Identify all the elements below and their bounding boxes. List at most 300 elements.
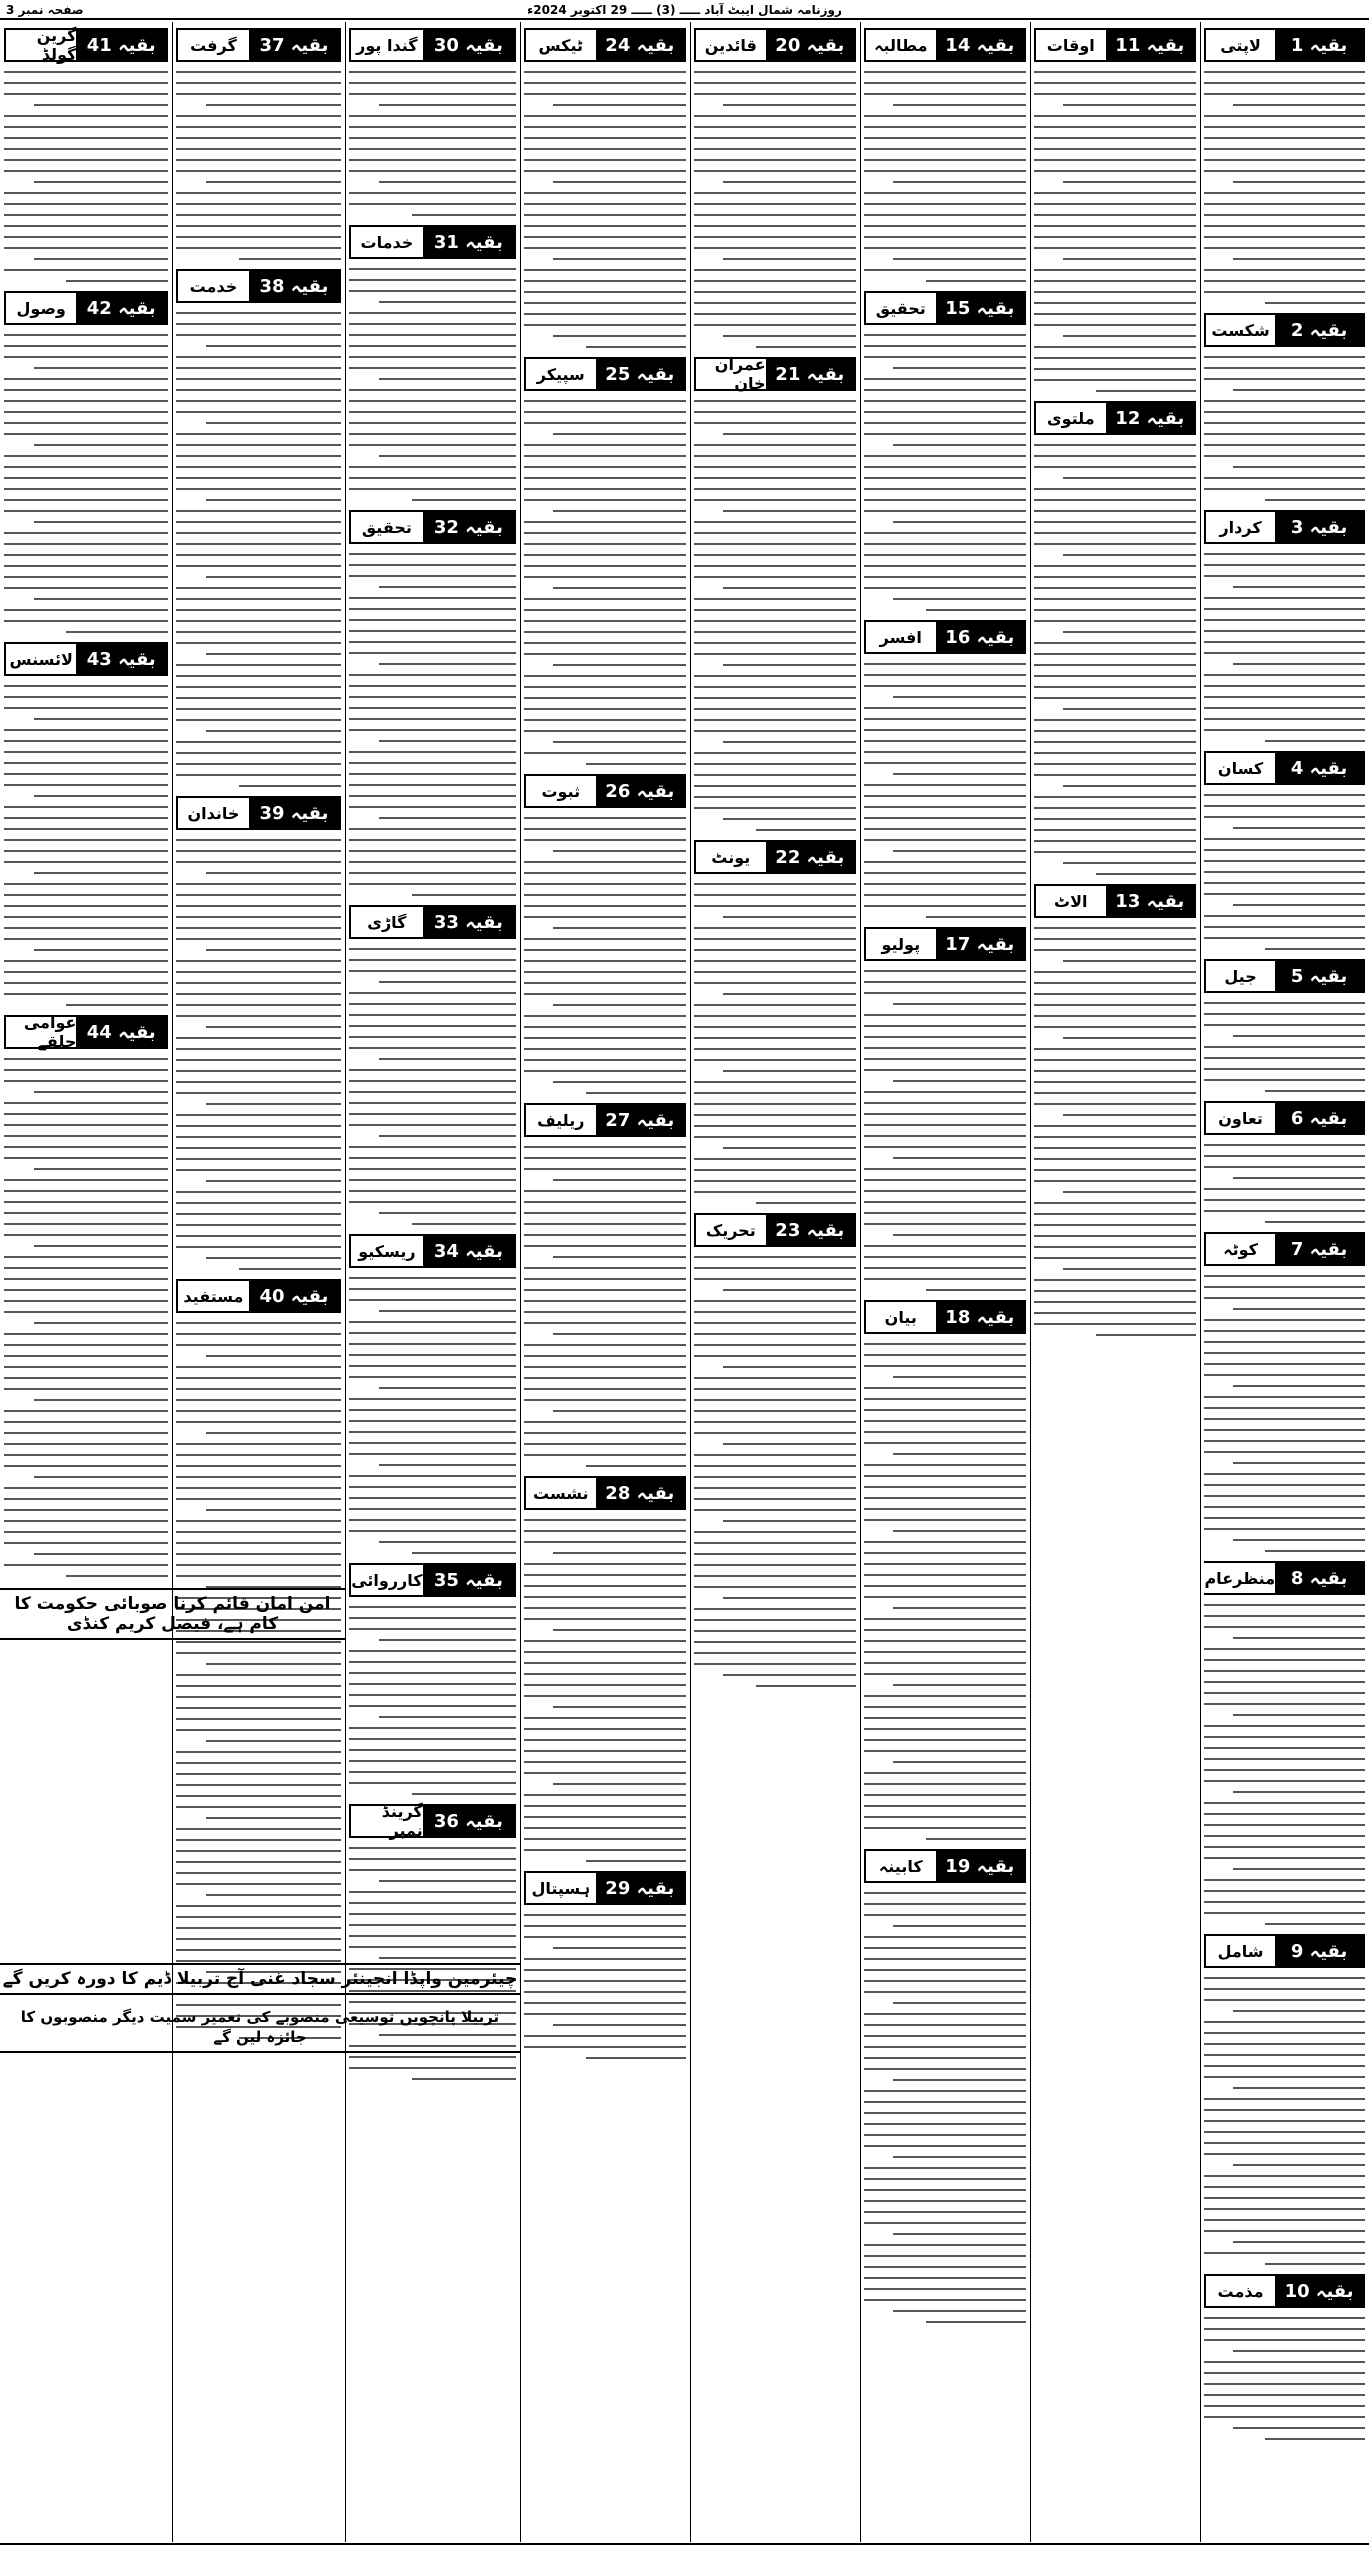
text-line xyxy=(4,345,168,347)
text-line xyxy=(864,1398,1026,1400)
text-line xyxy=(864,2046,1026,2048)
text-line xyxy=(1204,1999,1365,2001)
text-line xyxy=(349,1365,516,1367)
text-line xyxy=(1034,291,1196,293)
text-line xyxy=(1034,609,1196,611)
text-line xyxy=(694,400,856,402)
continuation-keyword: گاڑی xyxy=(351,907,423,937)
text-line xyxy=(349,1891,516,1893)
text-line xyxy=(524,1838,686,1840)
article-text xyxy=(1204,1604,1365,1925)
text-line xyxy=(4,1388,168,1390)
text-line xyxy=(1063,181,1196,183)
text-line xyxy=(349,575,516,577)
text-line xyxy=(1034,1125,1196,1127)
text-line xyxy=(349,1760,516,1762)
text-line xyxy=(1034,1224,1196,1226)
text-line xyxy=(893,1530,1026,1532)
text-line xyxy=(4,455,168,457)
text-line xyxy=(694,642,856,644)
text-line xyxy=(349,806,516,808)
text-line xyxy=(34,1476,168,1478)
text-line xyxy=(1204,1352,1365,1354)
text-line xyxy=(694,807,856,809)
column-6 xyxy=(345,22,520,2542)
text-line xyxy=(66,1575,168,1577)
text-line xyxy=(4,729,168,731)
text-line xyxy=(34,872,168,874)
text-line xyxy=(864,1091,1026,1093)
continuation-number: بقیہ 38 xyxy=(249,271,339,301)
text-line xyxy=(864,2145,1026,2147)
text-line xyxy=(1034,807,1196,809)
text-line xyxy=(864,488,1026,490)
text-line xyxy=(864,784,1026,786)
text-line xyxy=(893,1376,1026,1378)
text-line xyxy=(864,2101,1026,2103)
text-line xyxy=(524,214,686,216)
text-line xyxy=(176,93,341,95)
text-line xyxy=(349,696,516,698)
text-line xyxy=(1204,1769,1365,1771)
text-line xyxy=(1233,2241,1365,2243)
text-line xyxy=(1204,1528,1365,1530)
text-line xyxy=(1265,2438,1365,2440)
text-line xyxy=(864,1036,1026,1038)
text-line xyxy=(176,1147,341,1149)
text-line xyxy=(379,663,516,665)
continuation-header xyxy=(349,905,516,939)
text-line xyxy=(1265,1090,1365,1092)
text-line xyxy=(349,959,516,961)
text-line xyxy=(864,2167,1026,2169)
text-line xyxy=(694,1081,856,1083)
continuation-header xyxy=(349,1234,516,1268)
continuation-keyword: کابینہ xyxy=(866,1851,936,1881)
text-line xyxy=(694,982,856,984)
text-line xyxy=(1034,1081,1196,1083)
text-line xyxy=(176,1729,341,1731)
text-line xyxy=(864,433,1026,435)
footer-rule xyxy=(0,2543,1369,2545)
text-line xyxy=(1233,258,1365,260)
text-line xyxy=(1063,104,1196,106)
text-line xyxy=(1204,115,1365,117)
text-line xyxy=(694,1015,856,1017)
text-line xyxy=(1204,1758,1365,1760)
text-line xyxy=(524,1728,686,1730)
article-text xyxy=(524,1519,686,1862)
text-line xyxy=(694,225,856,227)
text-line xyxy=(1034,1323,1196,1325)
text-line xyxy=(1034,664,1196,666)
text-line xyxy=(176,1564,341,1566)
text-line xyxy=(349,1508,516,1510)
continuation-header xyxy=(1034,28,1196,62)
text-line xyxy=(723,1366,856,1368)
continuation-keyword: ثبوت xyxy=(526,776,596,806)
text-line xyxy=(694,554,856,556)
headline-kundi: امن امان قائم کرنا صوبائی حکومت کا کام ہے، فیصل کریم کنڈی xyxy=(0,1588,345,1640)
text-line xyxy=(694,1344,856,1346)
text-line xyxy=(524,872,686,874)
text-line xyxy=(1204,1013,1365,1015)
text-line xyxy=(176,532,341,534)
text-line xyxy=(1034,686,1196,688)
text-line xyxy=(1034,1048,1196,1050)
text-line xyxy=(524,1070,686,1072)
text-line xyxy=(524,2002,686,2004)
text-line xyxy=(349,1606,516,1608)
text-line xyxy=(4,389,168,391)
text-line xyxy=(1233,663,1365,665)
text-line xyxy=(176,214,341,216)
text-line xyxy=(864,565,1026,567)
text-line xyxy=(176,1388,341,1390)
text-line xyxy=(864,1541,1026,1543)
text-line xyxy=(694,291,856,293)
text-line xyxy=(206,1817,341,1819)
text-line xyxy=(239,1268,341,1270)
text-line xyxy=(864,1816,1026,1818)
continuation-keyword: کردار xyxy=(1206,512,1275,542)
text-line xyxy=(1204,148,1365,150)
text-line xyxy=(349,729,516,731)
continuation-keyword: ملتوی xyxy=(1036,403,1106,433)
article-text xyxy=(694,400,856,831)
text-line xyxy=(176,1246,341,1248)
text-line xyxy=(524,477,686,479)
article-text xyxy=(1204,71,1365,304)
text-line xyxy=(864,455,1026,457)
continuation-header xyxy=(4,1015,168,1049)
text-line xyxy=(893,1684,1026,1686)
text-line xyxy=(864,1190,1026,1192)
text-line xyxy=(864,214,1026,216)
continuation-number: بقیہ 6 xyxy=(1275,1103,1363,1133)
text-line xyxy=(694,938,856,940)
text-line xyxy=(864,861,1026,863)
article-text xyxy=(1034,927,1196,1336)
text-line xyxy=(1204,488,1365,490)
text-line xyxy=(723,1289,856,1291)
text-line xyxy=(1204,291,1365,293)
text-line xyxy=(1204,1024,1365,1026)
article-text xyxy=(4,1058,168,1577)
text-line xyxy=(176,1531,341,1533)
article-text xyxy=(694,71,856,348)
text-line xyxy=(524,1146,686,1148)
continuation-header xyxy=(524,357,686,391)
text-line xyxy=(553,104,686,106)
text-line xyxy=(1204,2153,1365,2155)
text-line xyxy=(34,949,168,951)
continuation-header xyxy=(524,28,686,62)
text-line xyxy=(553,850,686,852)
text-line xyxy=(176,1762,341,1764)
text-line xyxy=(176,960,341,962)
text-line xyxy=(4,1113,168,1115)
continuation-number: بقیہ 4 xyxy=(1275,753,1363,783)
text-line xyxy=(34,521,168,523)
continuation-header xyxy=(864,1300,1026,1334)
text-line xyxy=(586,763,686,765)
continuation-keyword: تحقیق xyxy=(866,293,936,323)
text-line xyxy=(864,2024,1026,2026)
text-line xyxy=(524,686,686,688)
text-line xyxy=(34,444,168,446)
text-line xyxy=(524,324,686,326)
text-line xyxy=(206,1663,341,1665)
text-line xyxy=(176,971,341,973)
text-line xyxy=(176,1487,341,1489)
text-line xyxy=(1034,653,1196,655)
continuation-keyword: ریسکیو xyxy=(351,1236,423,1266)
text-line xyxy=(864,1662,1026,1664)
continuation-number: بقیہ 17 xyxy=(936,929,1024,959)
text-line xyxy=(1034,379,1196,381)
text-line xyxy=(864,2222,1026,2224)
text-line xyxy=(694,115,856,117)
text-line xyxy=(864,894,1026,896)
text-line xyxy=(864,2255,1026,2257)
text-line xyxy=(864,1124,1026,1126)
text-line xyxy=(1204,2372,1365,2374)
text-line xyxy=(864,817,1026,819)
text-line xyxy=(524,828,686,830)
text-line xyxy=(864,532,1026,534)
text-line xyxy=(4,565,168,567)
article-text xyxy=(1204,794,1365,950)
text-line xyxy=(1034,148,1196,150)
text-line xyxy=(893,696,1026,698)
text-line xyxy=(1034,927,1196,929)
article-text xyxy=(864,1343,1026,1840)
text-line xyxy=(864,970,1026,972)
text-line xyxy=(524,697,686,699)
text-line xyxy=(524,1695,686,1697)
text-line xyxy=(1034,829,1196,831)
text-line xyxy=(864,2189,1026,2191)
text-line xyxy=(864,2178,1026,2180)
text-line xyxy=(694,1487,856,1489)
text-line xyxy=(1233,1791,1365,1793)
continuation-keyword: اوقات xyxy=(1036,30,1106,60)
continuation-number: بقیہ 3 xyxy=(1275,512,1363,542)
text-line xyxy=(1063,631,1196,633)
text-line xyxy=(1204,1363,1365,1365)
text-line xyxy=(553,1004,686,1006)
text-line xyxy=(893,1157,1026,1159)
text-line xyxy=(4,422,168,424)
text-line xyxy=(864,729,1026,731)
text-line xyxy=(1034,115,1196,117)
text-line xyxy=(349,312,516,314)
continuation-header xyxy=(176,1279,341,1313)
text-line xyxy=(1204,1648,1365,1650)
text-line xyxy=(176,1927,341,1929)
text-line xyxy=(349,1332,516,1334)
text-line xyxy=(349,422,516,424)
text-line xyxy=(864,1892,1026,1894)
text-line xyxy=(1204,1846,1365,1848)
text-line xyxy=(176,148,341,150)
text-line xyxy=(1204,2142,1365,2144)
text-line xyxy=(1034,543,1196,545)
text-line xyxy=(176,1443,341,1445)
text-line xyxy=(176,938,341,940)
text-line xyxy=(864,981,1026,983)
text-line xyxy=(66,280,168,282)
text-line xyxy=(524,1037,686,1039)
text-line xyxy=(524,1805,686,1807)
continuation-number: بقیہ 35 xyxy=(423,1565,514,1595)
text-line xyxy=(864,2266,1026,2268)
text-line xyxy=(349,1113,516,1115)
text-line xyxy=(1204,1747,1365,1749)
text-line xyxy=(4,773,168,775)
text-line xyxy=(1034,1257,1196,1259)
continuation-number: بقیہ 14 xyxy=(936,30,1024,60)
text-line xyxy=(1204,2065,1365,2067)
text-line xyxy=(694,422,856,424)
continuation-keyword: ہسپتال xyxy=(526,1873,596,1903)
text-line xyxy=(176,1092,341,1094)
text-line xyxy=(176,1872,341,1874)
text-line xyxy=(1034,971,1196,973)
text-line xyxy=(349,1869,516,1871)
text-line xyxy=(893,598,1026,600)
text-line xyxy=(1204,1199,1365,1201)
text-line xyxy=(524,576,686,578)
text-line xyxy=(524,203,686,205)
text-line xyxy=(1204,816,1365,818)
text-line xyxy=(756,1202,856,1204)
text-line xyxy=(694,1421,856,1423)
text-line xyxy=(1233,1308,1365,1310)
continuation-number: بقیہ 40 xyxy=(249,1281,339,1311)
text-line xyxy=(893,1925,1026,1927)
text-line xyxy=(4,71,168,73)
text-line xyxy=(694,971,856,973)
text-line xyxy=(176,927,341,929)
text-line xyxy=(1204,915,1365,917)
text-line xyxy=(176,192,341,194)
text-line xyxy=(586,1465,686,1467)
continuation-number: بقیہ 21 xyxy=(766,359,854,389)
continuation-header xyxy=(1204,28,1365,62)
text-line xyxy=(4,1498,168,1500)
text-line xyxy=(1204,367,1365,369)
text-line xyxy=(4,740,168,742)
text-line xyxy=(694,1103,856,1105)
text-line xyxy=(206,1432,341,1434)
text-line xyxy=(694,532,856,534)
text-line xyxy=(349,1157,516,1159)
text-line xyxy=(864,1991,1026,1993)
text-line xyxy=(349,1782,516,1784)
text-line xyxy=(864,1717,1026,1719)
text-line xyxy=(524,1662,686,1664)
text-line xyxy=(176,1773,341,1775)
text-line xyxy=(586,1092,686,1094)
text-line xyxy=(864,2200,1026,2202)
text-line xyxy=(4,1135,168,1137)
text-line xyxy=(694,1377,856,1379)
continuation-header xyxy=(1204,1101,1365,1135)
continuation-number: بقیہ 30 xyxy=(423,30,514,60)
text-line xyxy=(524,1245,686,1247)
text-line xyxy=(379,378,516,380)
text-line xyxy=(1204,1330,1365,1332)
text-line xyxy=(864,334,1026,336)
text-line xyxy=(1034,1312,1196,1314)
text-line xyxy=(349,1354,516,1356)
text-line xyxy=(864,2035,1026,2037)
text-line xyxy=(694,1586,856,1588)
text-line xyxy=(176,1015,341,1017)
text-line xyxy=(524,1026,686,1028)
text-line xyxy=(379,1387,516,1389)
text-line xyxy=(1204,1286,1365,1288)
text-line xyxy=(553,1783,686,1785)
text-line xyxy=(694,1026,856,1028)
text-line xyxy=(349,334,516,336)
text-line xyxy=(1034,642,1196,644)
text-line xyxy=(1063,785,1196,787)
text-line xyxy=(4,762,168,764)
text-line xyxy=(1204,455,1365,457)
text-line xyxy=(524,1969,686,1971)
text-line xyxy=(864,1706,1026,1708)
text-line xyxy=(206,422,341,424)
text-line xyxy=(1204,1857,1365,1859)
continuation-header xyxy=(1204,2274,1365,2308)
text-line xyxy=(694,730,856,732)
text-line xyxy=(176,642,341,644)
continuation-keyword: الاٹ xyxy=(1036,886,1106,916)
text-line xyxy=(412,1223,516,1225)
text-line xyxy=(379,301,516,303)
text-line xyxy=(694,883,856,885)
text-line xyxy=(864,839,1026,841)
text-line xyxy=(34,1245,168,1247)
text-line xyxy=(524,1377,686,1379)
text-line xyxy=(864,82,1026,84)
text-line xyxy=(864,1903,1026,1905)
text-line xyxy=(864,1179,1026,1181)
text-line xyxy=(1233,1385,1365,1387)
text-line xyxy=(864,1750,1026,1752)
text-line xyxy=(864,1794,1026,1796)
text-line xyxy=(864,1651,1026,1653)
text-line xyxy=(176,1136,341,1138)
text-line xyxy=(4,905,168,907)
continuation-header xyxy=(4,28,168,62)
column-3 xyxy=(860,22,1030,2542)
text-line xyxy=(4,971,168,973)
text-line xyxy=(176,1806,341,1808)
text-line xyxy=(864,1783,1026,1785)
text-line xyxy=(34,1322,168,1324)
text-line xyxy=(524,543,686,545)
text-line xyxy=(694,1641,856,1643)
continuation-number: بقیہ 2 xyxy=(1275,315,1363,345)
text-line xyxy=(1204,247,1365,249)
text-line xyxy=(349,1201,516,1203)
text-line xyxy=(524,280,686,282)
text-line xyxy=(723,1674,856,1676)
